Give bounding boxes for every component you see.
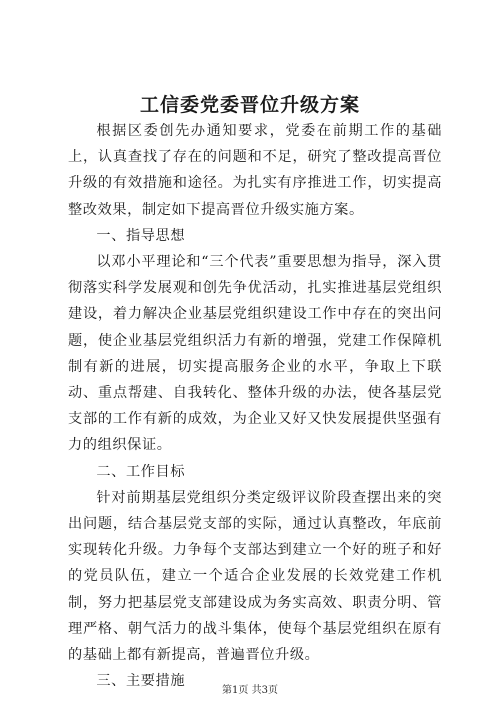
paragraph-guiding-ideology: 以邓小平理论和“三个代表”重要思想为指导，深入贯彻落实科学发展观和创先争优活动，扎实推进基层党组织建设，着力解决企业基层党组织建设工作中存在的突出问题，使企业基层党组织活力有新的增强，党建工作保障机制有新的进展，切实提高服务企业的水平，争取上下联动、重点帮建、自我转化、整体升级的办法，使各基层党支部的工作有新的成效，为企业又好又快发展提供坚强有力的组织保证。 [68,254,442,454]
section-heading-guiding-ideology: 一、指导思想 [96,227,186,244]
document-body [68,118,442,694]
section-heading-work-goals: 二、工作目标 [96,463,186,480]
paragraph-intro: 根据区委创先办通知要求，党委在前期工作的基础上，认真查找了存在的问题和不足，研究了整改提高晋位升级的有效措施和途径。为扎实有序推进工作，切实提高整改效果，制定如下提高晋位升级实施方案。 [68,123,442,218]
section-heading-main-measures: 三、主要措施 [96,673,186,690]
paragraph-work-goals: 针对前期基层党组织分类定级评议阶段查摆出来的突出问题，结合基层党支部的实际，通过认真整改，年底前实现转化升级。力争每个支部达到建立一个好的班子和好的党员队伍，建立一个适合企业发展的长效党建工作机制，努力把基层党支部建设成为务实高效、职责分明、管理严格、朝气活力的战斗集体，使每个基层党组织在原有的基础上都有新提高，普遍晋位升级。 [68,489,442,664]
page-number-footer: 第1页 共3页 [222,685,278,696]
document-title: 工信委党委晋位升级方案 [139,94,360,116]
